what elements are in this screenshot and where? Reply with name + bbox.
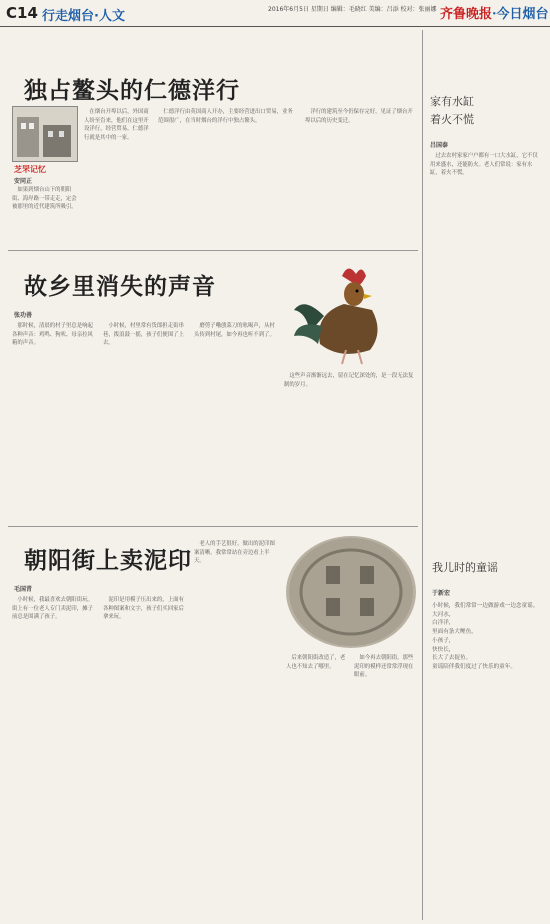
poem1-byline: 吕国泰 — [430, 142, 449, 149]
section-title: 行走烟台·人文 — [42, 9, 125, 24]
article2-title: 故乡里消失的声音 — [24, 273, 216, 300]
article1-title: 独占鳌头的仁德洋行 — [24, 77, 240, 104]
masthead-blue: ·今日烟台 — [492, 7, 549, 22]
rooster-illustration — [284, 256, 414, 366]
article1-col2: 在烟台开埠以后，外国商人纷至沓来，他们在这里开设洋行，经营贸易，仁德洋行就是其中的一家。 — [84, 109, 149, 141]
article3-col3: 老人的手艺很好，做出的泥印图案清晰，我常常站在旁边看上半天。 — [194, 541, 275, 565]
rooster-icon — [284, 256, 414, 366]
article1-byline: 安同正 — [14, 178, 33, 185]
divider — [8, 250, 418, 251]
article1-col3: 仁德洋行由英国商人开办，主要经营进出口贸易，业务范围很广，在当时烟台的洋行中独占鳌头。 — [158, 109, 293, 124]
article3-col1: 小时候，我最喜欢去朝阳街玩。街上有一位老人专门卖泥印，摊子前总是围满了孩子。 — [12, 597, 93, 621]
article3-title: 朝阳街上卖泥印 — [24, 547, 192, 574]
poem2-text: 小时候，我们常常一边做游戏一边念童谣。 大河水， 白洋洋， 里面有条大鲤鱼， 小孩子， 快快长， 长大了去捉鱼。 童谣陪伴我们度过了快乐的童年。 — [432, 603, 539, 670]
sidebar-divider — [422, 30, 423, 920]
masthead-red: 齐鲁晚报 — [440, 7, 493, 22]
article2-col3: 磨剪子嘞戗菜刀的吆喝声，从村头传到村尾，如今再也听不到了。 — [194, 323, 275, 338]
article3-byline: 毛国青 — [14, 586, 33, 593]
article1-col1: 如果到烟台山下的朝阳街、海岸路一带走走，定会被那里的近代建筑所吸引。 — [12, 187, 77, 211]
page-code: C14 — [6, 4, 38, 22]
clay-seal-icon — [286, 536, 416, 648]
article2-col2: 小时候，村里常有货郎担走街串巷，拨浪鼓一摇，孩子们便围了上去。 — [103, 323, 184, 347]
article2-col4: 这些声音渐渐远去，留在记忆深处的，是一段无法复制的岁月。 — [284, 373, 414, 388]
poem1-title-line2: 着火不慌 — [430, 113, 474, 126]
poem1-text: 过去农村家家户户都有一口大水缸，它不仅用来盛水，还能防火。老人们常说：家有水缸，着火不慌。 — [430, 153, 538, 177]
poem2-title: 我儿时的童谣 — [432, 561, 498, 574]
page-header — [0, 0, 550, 27]
article2-col1: 那时候，清晨的村子里总是响起各种声音：鸡鸣、狗吠、母亲拉风箱的声音。 — [12, 323, 93, 347]
column-label: 芝罘记忆 — [14, 164, 46, 174]
divider — [8, 526, 418, 527]
article3-col4: 后来朝阳街改造了，老人也不知去了哪里。 — [286, 655, 346, 670]
article3-col2: 泥印是用模子压出来的，上面有各种图案和文字，孩子们买回家后拿来玩。 — [103, 597, 184, 621]
article3-col5: 如今再去朝阳街，那些泥印的模样还常常浮现在眼前。 — [354, 655, 414, 679]
poem2-byline: 于新宏 — [432, 590, 451, 597]
street-photo-icon — [13, 107, 77, 161]
article1-photo — [12, 106, 78, 162]
masthead-logo — [440, 3, 549, 22]
poem1-title-line1: 家有水缸 — [430, 95, 474, 108]
header-meta: 2016年6月5日 星期日 编辑：毛晓红 美编：吕添 校对：张丽娜 — [268, 6, 437, 13]
article2-byline: 张功善 — [14, 312, 33, 319]
article1-col4: 洋行的建筑至今仍保存完好，见证了烟台开埠以后的历史变迁。 — [305, 109, 413, 124]
clay-seal-photo — [286, 536, 416, 648]
